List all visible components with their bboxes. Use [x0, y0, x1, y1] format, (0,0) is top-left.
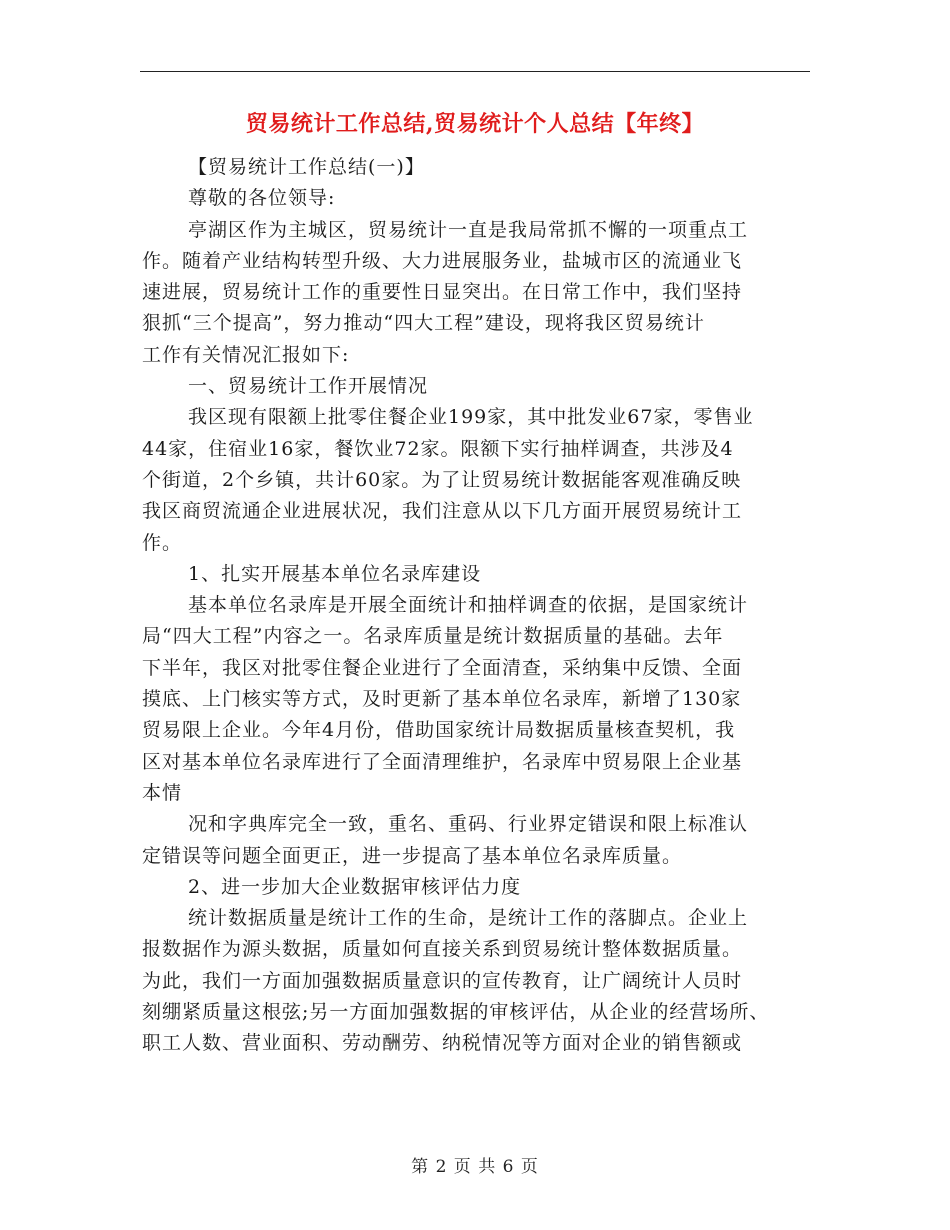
text-line: 职工人数、营业面积、劳动酬劳、纳税情况等方面对企业的销售额或	[142, 1032, 743, 1055]
text-line: 下半年，我区对批零住餐企业进行了全面清查，采纳集中反馈、全面	[142, 656, 743, 679]
text-line: 基本单位名录库是开展全面统计和抽样调查的依据，是国家统计	[188, 594, 749, 617]
section-heading: 【贸易统计工作总结(一)】	[188, 156, 425, 178]
document-body	[142, 152, 807, 1060]
text-line: 摸底、上门核实等方式，及时更新了基本单位名录库，新增了130家	[142, 688, 742, 711]
subheading: 1、扎实开展基本单位名录库建设	[188, 562, 482, 585]
text-line: 我区现有限额上批零住餐企业199家，其中批发业67家，零售业	[188, 406, 754, 429]
text-line: 报数据作为源头数据，质量如何直接关系到贸易统计整体数据质量。	[142, 938, 743, 961]
subheading: 一、贸易统计工作开展情况	[188, 375, 429, 398]
text-line: 工作有关情况汇报如下:	[142, 343, 350, 366]
header-rule	[140, 71, 810, 72]
text-line: 亭湖区作为主城区，贸易统计一直是我局常抓不懈的一项重点工	[188, 218, 749, 241]
text-line: 个街道，2个乡镇，共计60家。为了让贸易统计数据能客观准确反映	[142, 468, 742, 491]
text-line: 况和字典库完全一致，重名、重码、行业界定错误和限上标准认	[188, 813, 749, 836]
text-line: 区对基本单位名录库进行了全面清理维护，名录库中贸易限上企业基	[142, 750, 743, 773]
text-line: 作。	[142, 531, 183, 554]
salutation: 尊敬的各位领导:	[188, 187, 336, 210]
text-line: 我区商贸流通企业进展状况，我们注意从以下几方面开展贸易统计工	[142, 500, 743, 523]
document-title: 贸易统计工作总结,贸易统计个人总结【年终】	[245, 111, 705, 137]
text-line: 作。随着产业结构转型升级、大力进展服务业，盐城市区的流通业飞	[142, 249, 743, 272]
text-line: 统计数据质量是统计工作的生命，是统计工作的落脚点。企业上	[188, 907, 749, 930]
text-line: 定错误等问题全面更正，进一步提高了基本单位名录库质量。	[142, 844, 683, 867]
text-line: 本情	[142, 781, 183, 804]
page-number: 第 2 页 共 6 页	[411, 1157, 539, 1177]
text-line: 局“四大工程”内容之一。名录库质量是统计数据质量的基础。去年	[142, 625, 724, 648]
subheading: 2、进一步加大企业数据审核评估力度	[188, 875, 522, 898]
text-line: 贸易限上企业。今年4月份，借助国家统计局数据质量核查契机，我	[142, 719, 736, 742]
text-line: 速进展，贸易统计工作的重要性日显突出。在日常工作中，我们坚持	[142, 281, 743, 304]
text-line: 刻绷紧质量这根弦;另一方面加强数据的审核评估，从企业的经营场所、	[142, 1001, 770, 1024]
text-line: 44家，住宿业16家，餐饮业72家。限额下实行抽样调查，共涉及4	[142, 437, 734, 460]
text-line: 为此，我们一方面加强数据质量意识的宣传教育，让广阔统计人员时	[142, 969, 743, 992]
text-line: 狠抓“三个提高”，努力推动“四大工程”建设，现将我区贸易统计	[142, 312, 705, 335]
